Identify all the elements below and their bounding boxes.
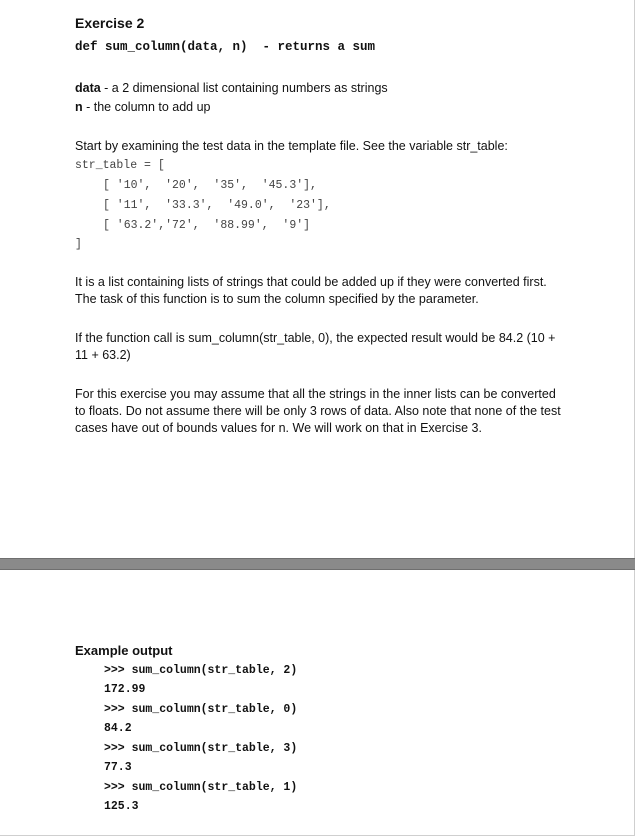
- paragraph: For this exercise you may assume that all the strings in the inner lists can be converted to floats. Do not assume there will be only 3 rows of data. Also note that none of the test cases have out of bounds values for n. We will work on that in Exercise 3.: [75, 387, 561, 435]
- param-name: n: [75, 100, 83, 114]
- example-line: >>> sum_column(str_table, 1): [104, 781, 298, 794]
- code-row: [ '63.2','72', '88.99', '9']: [103, 219, 311, 232]
- code-open-line: str_table = [: [75, 159, 165, 172]
- example-line: 125.3: [104, 800, 139, 813]
- example-line: 172.99: [104, 683, 146, 696]
- page-2: [0, 570, 635, 836]
- example-line: >>> sum_column(str_table, 0): [104, 703, 298, 716]
- param-data: [75, 80, 388, 97]
- page-divider: [0, 558, 635, 570]
- code-row: [ '11', '33.3', '49.0', '23'],: [103, 199, 331, 212]
- exercise-title: Exercise 2: [75, 15, 145, 31]
- paragraph: If the function call is sum_column(str_table, 0), the expected result would be 84.2 (10 + 11 + 63.2): [75, 331, 556, 362]
- example-line: >>> sum_column(str_table, 2): [104, 664, 298, 677]
- code-row: [ '10', '20', '35', '45.3'],: [103, 179, 317, 192]
- example-heading: Example output: [75, 643, 173, 658]
- code-close-line: ]: [75, 238, 82, 251]
- paragraph: It is a list containing lists of strings that could be added up if they were converted first. The task of this function is to sum the column specified by the parameter.: [75, 275, 547, 306]
- param-n: [75, 99, 211, 116]
- example-line: 84.2: [104, 722, 132, 735]
- param-desc: - the column to add up: [82, 100, 211, 114]
- example-line: >>> sum_column(str_table, 3): [104, 742, 298, 755]
- function-signature: def sum_column(data, n) - returns a sum: [75, 40, 376, 54]
- example-line: 77.3: [104, 761, 132, 774]
- param-desc: - a 2 dimensional list containing numbers as strings: [100, 81, 388, 95]
- param-name: data: [75, 81, 101, 95]
- intro-text: Start by examining the test data in the template file. See the variable str_table:: [75, 139, 508, 153]
